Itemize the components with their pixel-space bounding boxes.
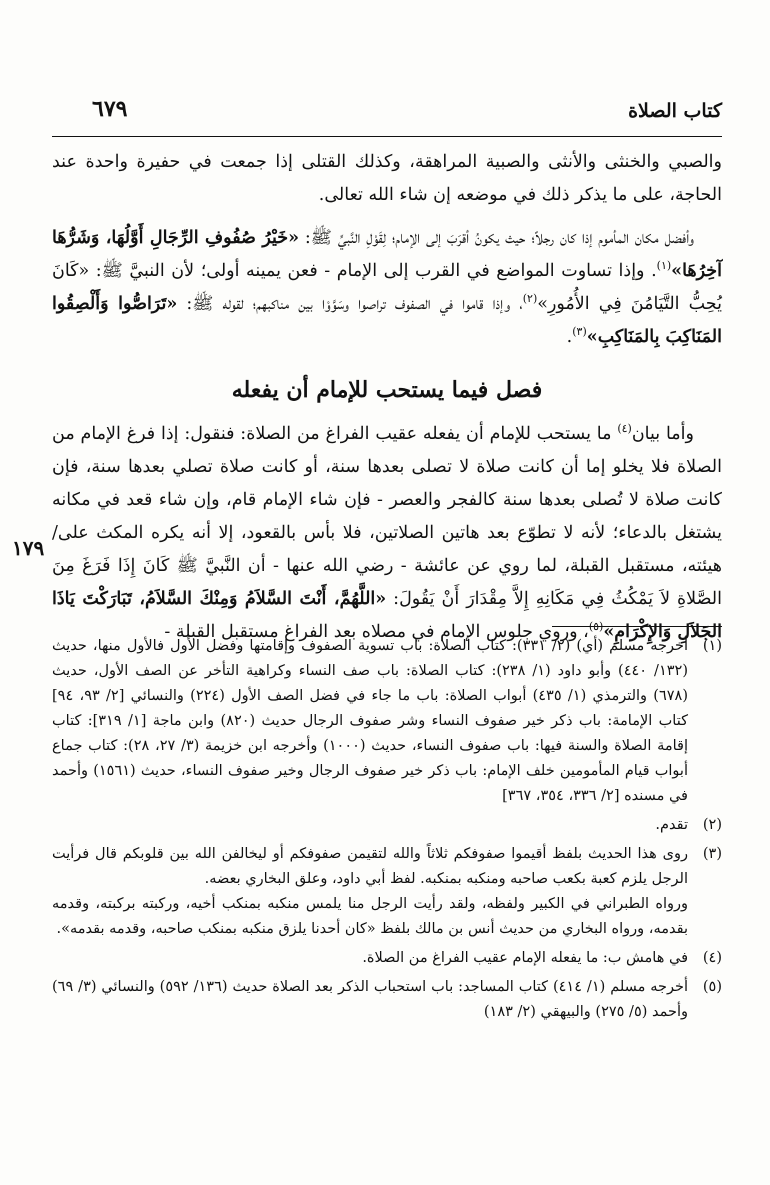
footnote-line: في هامش ب: ما يفعله الإمام عقيب الفراغ من الصلاة. [362,950,688,966]
book-page [12,0,722,1185]
footnote-text [52,634,688,809]
text-run: ما يستحب للإمام أن يفعله عقيب الفراغ من الصلاة: فنقول: إذا فرغ الإمام من الصلاة فلا يخلو إما أن كانت صلاة لا تصلى بعدها سنة، أو كانت صلاة تصلي بعدها سنة، فإن كانت صلاة لا تُصلى بعدها سنة كالفجر والعصر - فإن شاء الإمام قام، وإن شاء قعد في مكانه يشتغل بالدعاء؛ لأنه لا تطوّع بعد هاتين الصلاتين، فلا بأس بالقعود، إلا أنه يكره المكث على/ هيئته، مستقبل القبلة، لما روي عن عائشة - رضي الله عنها - أن النَّبيَّ ﷺ كَانَ إِذَا فَرَغَ مِنَ الصَّلاةِ لاَ يَمْكُثُ فِي مَكَانِهِ إِلاَّ مِقْدَارَ أَنْ يَقُولَ: [52,424,722,609]
footnote-line: تقدم. [655,817,688,833]
running-title: كتاب الصلاة [628,100,722,122]
footnote-number: (٢) [702,817,722,833]
main-text [52,146,722,649]
footnote-text [52,842,688,942]
header-rule [52,136,722,137]
paragraph-1: والصبي والخنثى والأنثى والصبية المراهقة، وكذلك القتلى إذا جمعت في حفيرة واحدة عند الحاجة، على ما يذكر ذلك في موضعه إن شاء الله تعالى. [52,152,722,205]
footnote [52,813,722,838]
footnote-text [52,813,688,838]
text-run: . [566,327,573,347]
hadith-quote: «تَرَاصُّوا وَأَلْصِقُوا المَنَاكِبَ بِالمَنَاكِبِ» [52,294,722,347]
text-run: ، وروي جلوس الإمام في مصلاه بعد الفراغ مستقبل القبلة - [164,622,589,642]
footnote [52,975,722,1025]
footnote-rule [552,626,722,627]
paragraph-2 [52,222,722,354]
footnote-number: (١) [702,638,722,654]
footnote-ref-2: (٢) [522,292,538,306]
footnote-line: أخرجه مسلم (أي) (٢/ ٣٣١): كتاب الصلاة: باب تسوية الصفوف وإقامتها وفضل الأول فالأول منها، حديث (١٣٢/ ٤٤٠) وأبو داود (١/ ٢٣٨): كتاب الصلاة: باب صف النساء وكراهية التأخر عن الصف الأول، حديث (٦٧٨) والترمذي (١/ ٤٣٥) أبواب الصلاة: باب ما جاء في فضل الصف الأول (٢٢٤) والنسائي [٢/ ٩٣، ٩٤] كتاب الإمامة: باب ذكر خير صفوف النساء وشر صفوف الرجال حديث (٨٢٠) وابن ماجة [١/ ٣١٩]: كتاب إقامة الصلاة والسنة فيها: باب صفوف النساء، حديث (١٠٠٠) وأخرجه ابن خزيمة (٣/ ٢٧، ٢٨): كتاب جماع أبواب قيام المأمومين خلف الإمام: باب ذكر خير صفوف الرجال وخير صفوف النساء، حديث (١٥٦١) وأحمد في مسنده [٢/ ٣٣٦، ٣٥٤، ٣٦٧] [52,638,689,804]
paragraph-3 [52,418,722,649]
footnote [52,842,722,942]
footnote [52,946,722,971]
footnote-ref-3: (٣) [572,325,587,339]
footnote-number: (٥) [702,979,722,995]
text-run: . وإذا تساوت المواضع في القرب إلى الإمام - فعن يمينه أولى؛ لأن النبيَّ ﷺ: «كَانَ يُحِبُّ التَّيَامُنَ فِي الأُمُورِ» [52,261,722,314]
footnotes [52,634,722,1029]
footnote-number: (٤) [702,950,722,966]
margin-manuscript-number: ١٧٩ [12,536,45,560]
footnote-number: (٣) [702,846,722,862]
footnote-line: ورواه الطبراني في الكبير ولفظه، ولقد رأيت الرجل منا يلمس منكبه بمنكب أخيه، وركبته بركبته، وقدمه بقدمه، ورواه البخاري من حديث أنس بن مالك بلفظ «كان أحدنا يلزق منكبه بمنكب صاحبه، وقدمه بقدمه». [52,896,688,937]
page-number: ٦٧٩ [92,96,128,122]
text-run: ، وإذا قاموا في الصفوف تراصوا وسَوَّوْا بين مناكبهم؛ لقوله ﷺ: [177,294,523,314]
text-run: وأما بيان [631,424,694,444]
page-header [52,96,722,130]
footnote-text [52,975,688,1025]
footnote-ref-1: (١) [656,259,672,273]
footnote-ref-5: (٥) [588,620,604,634]
footnote-line: روى هذا الحديث بلفظ أقيموا صفوفكم ثلاثاً والله لتقيمن صفوفكم أو ليخالفن الله بين قلوبكم قال فرأيت الرجل يلزم كعبة بكعب صاحبه ومنكبه بمنكبه. لفظ أبي داود، وعلق البخاري بعضه. [52,846,688,887]
footnote-ref-4: (٤) [617,422,632,436]
text-run: وأفضل مكان المأموم إذا كان رجلاً؛ حيث يكونُ أقرَبَ إلى الإمام؛ لِقَوْلِ النَّبيِّ ﷺ: [299,228,694,248]
footnote-line: أخرجه مسلم (١/ ٤١٤) كتاب المساجد: باب استحباب الذكر بعد الصلاة حديث (١٣٦/ ٥٩٢) والنسائي (٣/ ٦٩) وأحمد (٥/ ٢٧٥) والبيهقي (٢/ ١٨٣) [52,979,689,1020]
section-heading: فصل فيما يستحب للإمام أن يفعله [231,377,543,403]
hadith-quote: «اللَّهُمَّ، أَنْتَ السَّلاَمُ وَمِنْكَ السَّلاَمُ، تَبَارَكْتَ يَاذَا الجَلاَلِ وَالإِكْرَامِ» [52,589,722,642]
footnote [52,634,722,809]
hadith-quote: «خَيْرُ صُفُوفِ الرِّجَالِ أَوَّلُهَا، وَشَرُّهَا آخِرُهَا» [52,228,722,281]
footnote-text [52,946,688,971]
